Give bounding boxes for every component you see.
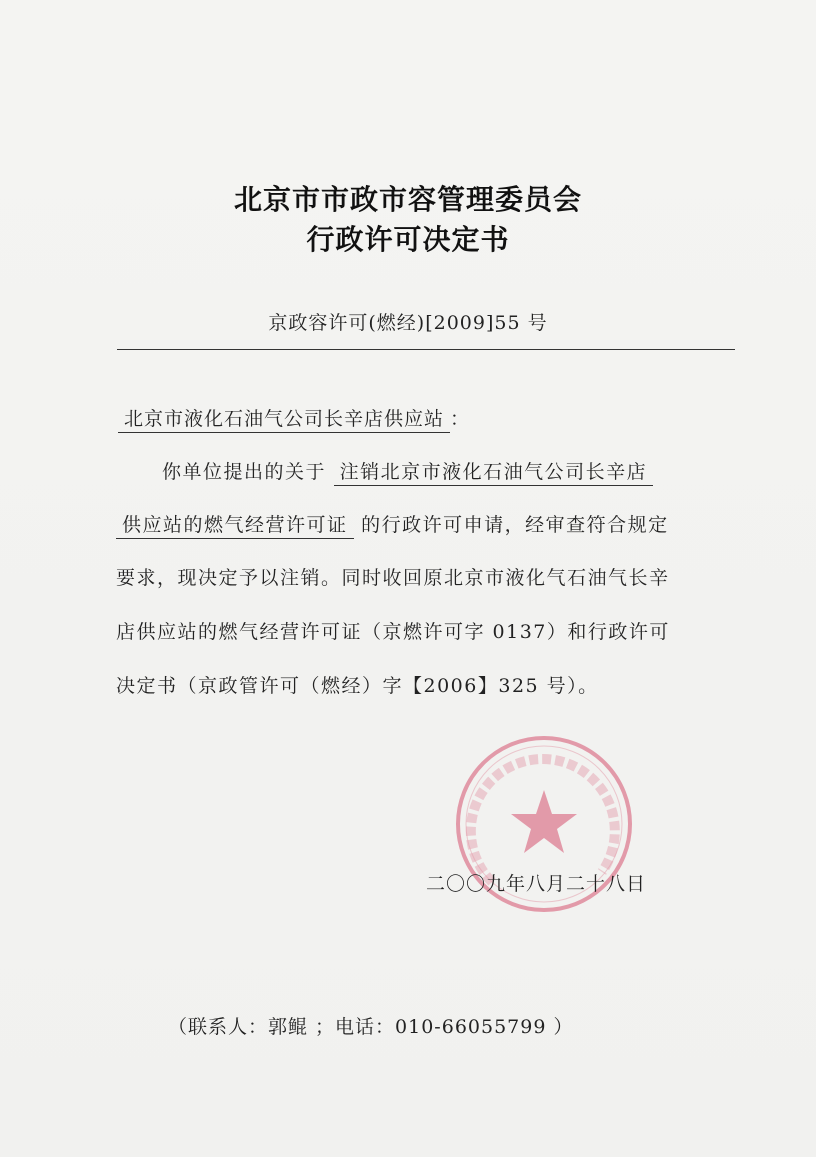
seal-star-icon — [511, 790, 577, 853]
body-line-3: 要求，现决定予以注销。同时收回原北京市液化气石油气长辛 — [116, 567, 670, 589]
body-line-2-text: 的行政许可申请，经审查符合规定 — [361, 514, 669, 536]
body-line-4: 店供应站的燃气经营许可证（京燃许可字 0137）和行政许可 — [116, 621, 670, 643]
decision-date: 二〇〇九年八月二十八日 — [426, 873, 647, 895]
recipient-line — [118, 404, 470, 431]
recipient-colon: ： — [450, 408, 471, 430]
body-line-1 — [162, 457, 772, 484]
recipient-name: 北京市液化石油气公司长辛店供应站 — [118, 408, 450, 433]
header-divider — [117, 349, 735, 350]
application-subject-part2: 供应站的燃气经营许可证 — [116, 514, 354, 539]
body-line-1-text: 你单位提出的关于 — [162, 461, 327, 483]
body-line-5: 决定书（京政管许可（燃经）字【2006】325 号）。 — [116, 675, 599, 697]
issuer-title: 北京市市政市容管理委员会 — [233, 183, 582, 216]
contact-info: （联系人：郭鲲 ；电话：010-66055799 ） — [168, 1016, 574, 1038]
document-title: 行政许可决定书 — [306, 223, 510, 256]
application-subject-part1: 注销北京市液化石油气公司长辛店 — [334, 461, 654, 486]
document-number: 京政容许可(燃经)[2009]55 号 — [268, 312, 548, 334]
body-line-2 — [116, 510, 726, 537]
